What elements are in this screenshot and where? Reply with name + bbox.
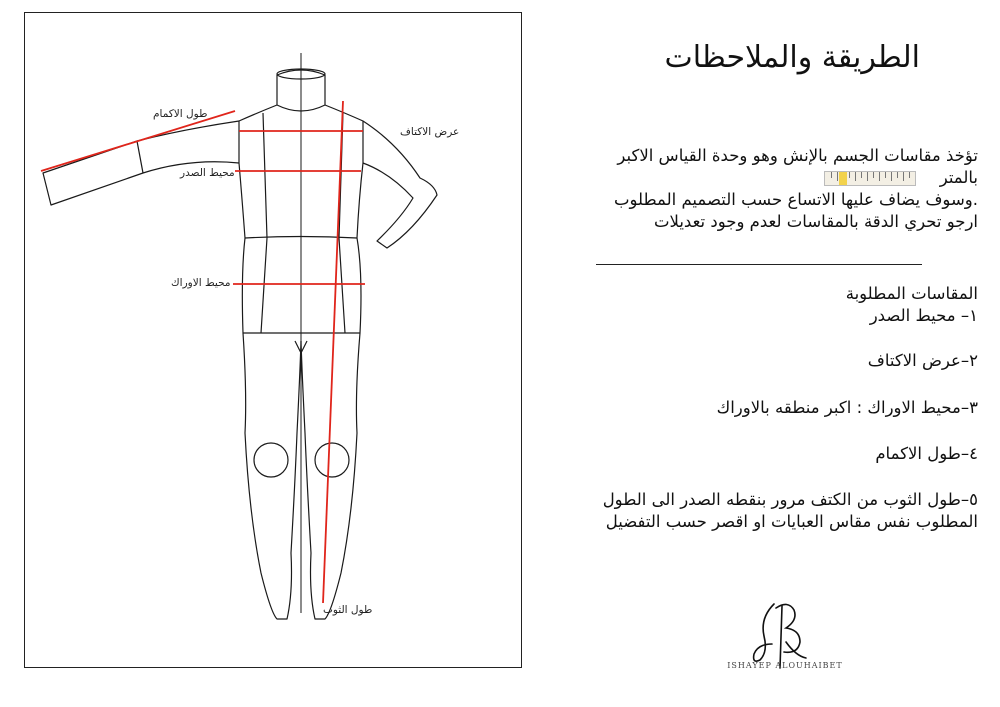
requirement-item: ١– محيط الصدر bbox=[869, 306, 978, 325]
divider bbox=[596, 264, 922, 265]
intro-text bbox=[614, 145, 978, 233]
intro-line-3: .وسوف يضاف عليها الاتساع حسب التصميم المطلوب bbox=[614, 190, 978, 209]
label-shoulder-width: عرض الاكتاف bbox=[400, 126, 460, 138]
requirement-item-line: المطلوب نفس مقاس العبايات او اقصر حسب التفضيل bbox=[605, 512, 978, 531]
mannequin-diagram bbox=[25, 13, 523, 669]
label-chest: محيط الصدر bbox=[180, 167, 235, 179]
ruler-icon bbox=[824, 171, 916, 186]
right-leg-outline bbox=[301, 333, 360, 619]
right-knee bbox=[315, 443, 349, 477]
left-knee bbox=[254, 443, 288, 477]
label-sleeve-length: طول الاكمام bbox=[153, 108, 208, 120]
requirement-item: ٤–طول الاكمام bbox=[875, 444, 978, 463]
right-arm-outline bbox=[363, 121, 437, 248]
label-hips: محيط الاوراك bbox=[171, 277, 231, 289]
page-title: الطريقة والملاحظات bbox=[664, 40, 920, 75]
intro-line-2-text: بالمتر bbox=[939, 168, 978, 187]
requirement-item: ٣–محيط الاوراك : اكبر منطقه بالاوراك bbox=[716, 398, 978, 417]
figure-panel bbox=[24, 12, 522, 668]
thobe-measure-line bbox=[323, 101, 343, 603]
torso-seam-left bbox=[261, 113, 267, 333]
logo-text: ISHAYEP ALOUHAIBET bbox=[727, 661, 843, 670]
intro-line-4: ارجو تحري الدقة بالمقاسات لعدم وجود تعديلات bbox=[653, 212, 978, 231]
requirements-title: المقاسات المطلوبة bbox=[845, 284, 978, 303]
requirement-item: ٢–عرض الاكتاف bbox=[867, 351, 978, 370]
label-thobe-length: طول الثوب bbox=[323, 604, 373, 616]
requirement-item-multiline bbox=[603, 489, 978, 533]
left-leg-outline bbox=[243, 333, 301, 619]
intro-line-2 bbox=[614, 167, 978, 189]
left-elbow-line bbox=[137, 141, 143, 173]
requirement-item-line: ٥–طول الثوب من الكتف مرور بنقطه الصدر الى الطول bbox=[602, 490, 978, 509]
intro-line-1: تؤخذ مقاسات الجسم بالإنش وهو وحدة القياس الاكبر bbox=[617, 146, 978, 165]
